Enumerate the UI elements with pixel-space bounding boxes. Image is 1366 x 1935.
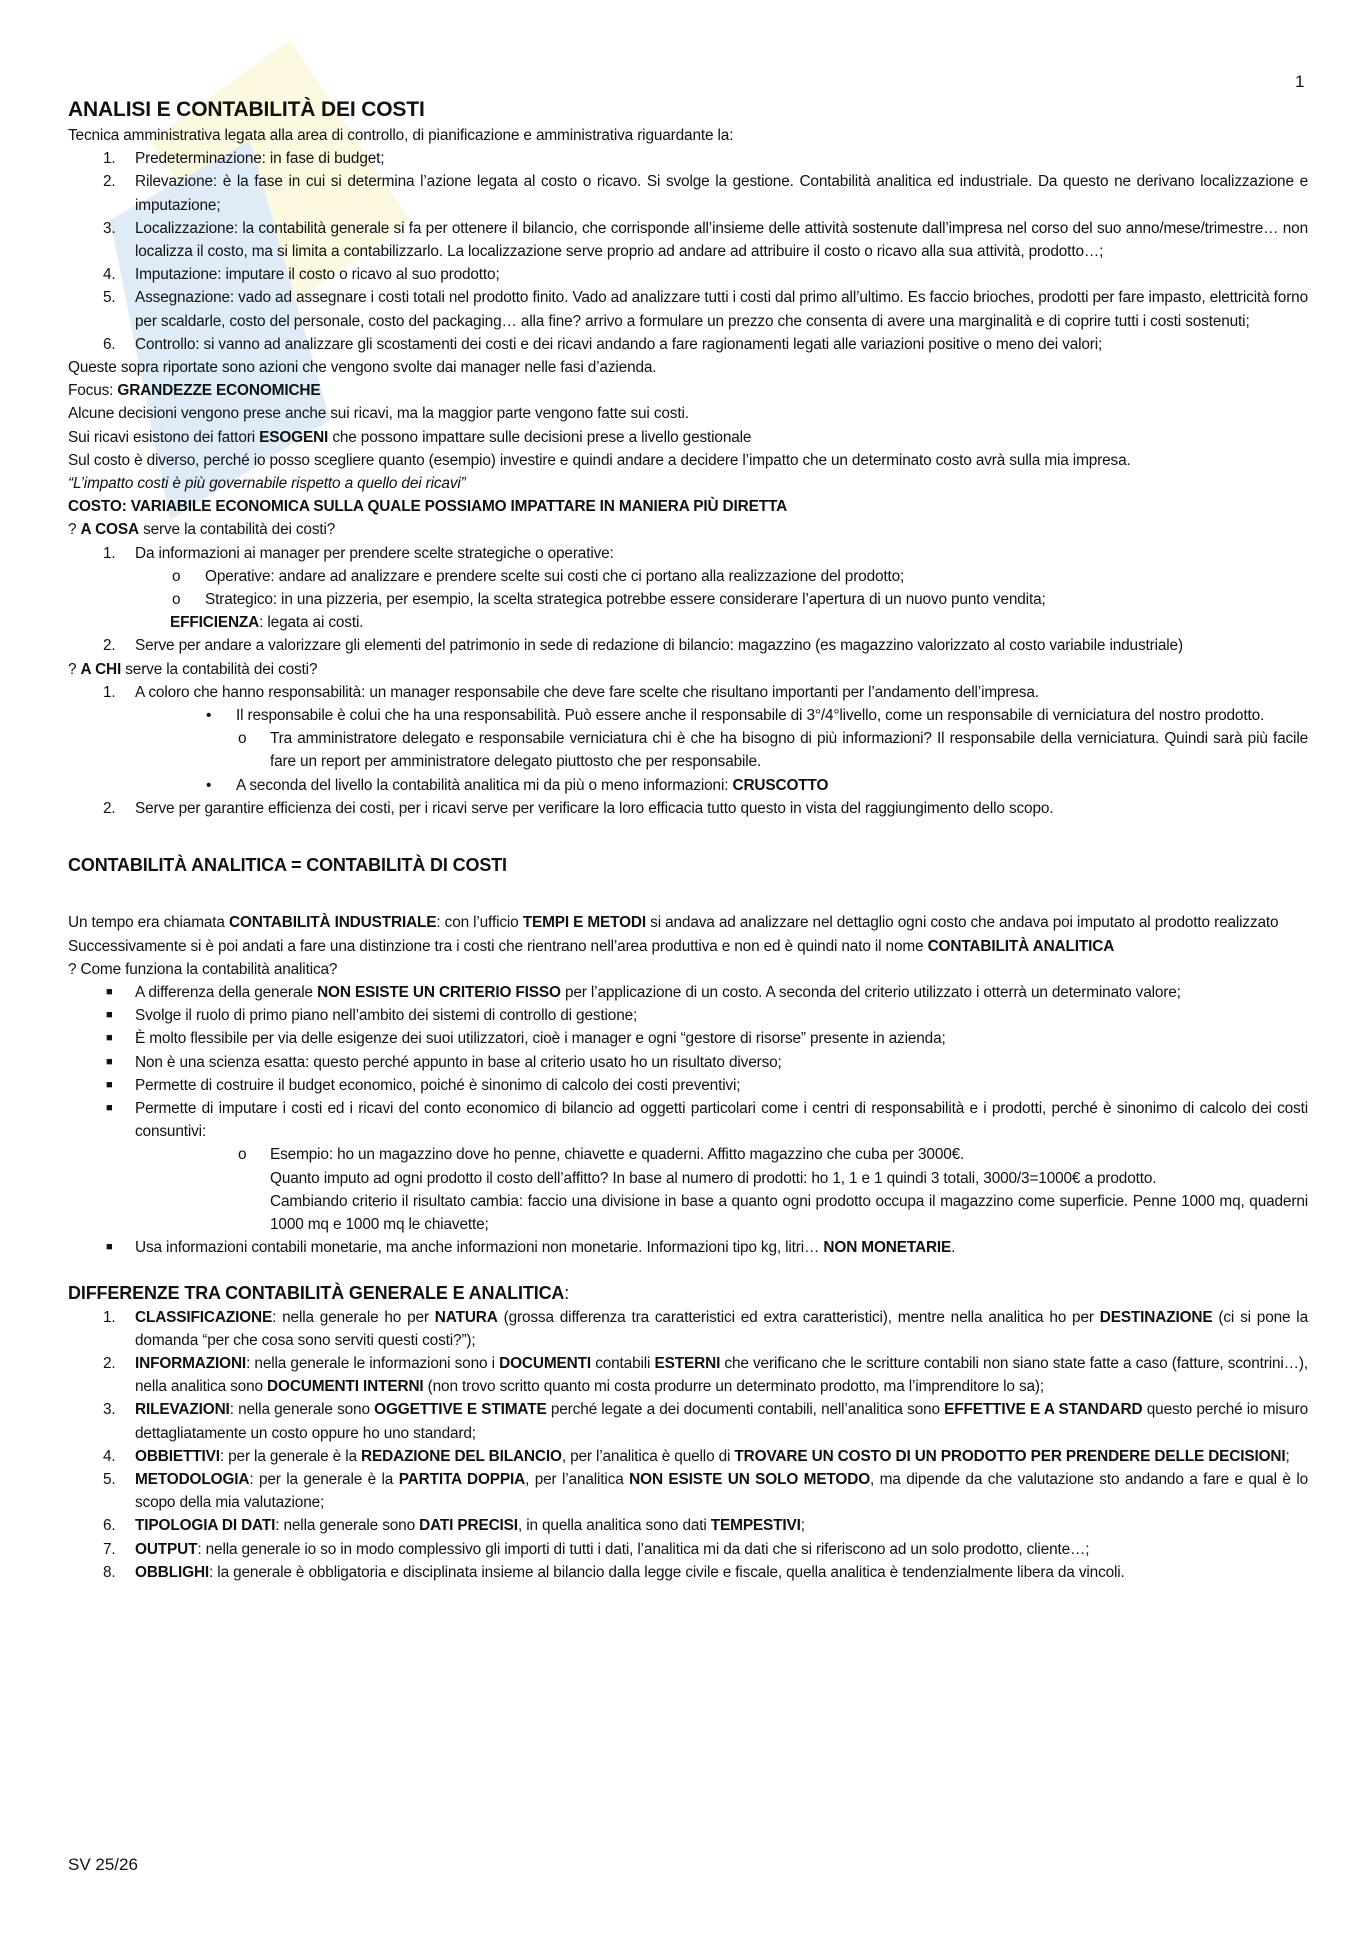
text-run: : nella generale sono <box>275 1517 420 1535</box>
text-run: serve la contabilità dei costi? <box>138 521 336 539</box>
list-marker: 3. <box>103 1401 116 1419</box>
list-marker: 1. <box>103 1308 116 1326</box>
paragraph <box>68 935 1308 958</box>
list-item <box>68 1468 1308 1514</box>
text-run: : nella generale sono <box>229 1401 375 1419</box>
text-run: : legata ai costi. <box>259 614 364 632</box>
spacer <box>68 820 1308 854</box>
paragraph <box>68 402 1308 425</box>
list-item <box>68 170 1308 216</box>
paragraph <box>68 518 1308 541</box>
text-run: che possono impattare sulle decisioni prese a livello gestionale <box>328 428 752 446</box>
text-run: Rilevazione: è la fase in cui si determina l’azione legata al costo o ricavo. Si svolge la gestione. Contabilità analitica ed industriale. Da questo ne derivano localizzazione e imputazione; <box>135 173 1308 214</box>
text-run: , per l’analitica <box>525 1470 630 1488</box>
list-marker: 1. <box>103 544 116 562</box>
text-run: : con l’ufficio <box>436 914 523 932</box>
bold-text: OBBLIGHI <box>135 1563 210 1581</box>
text-run: A coloro che hanno responsabilità: un manager responsabile che deve fare scelte che risultano importanti per l’andamento dell’impresa. <box>135 683 1039 701</box>
text-run: ; <box>1285 1447 1290 1465</box>
list-marker: ■ <box>106 1241 113 1254</box>
text-run: ? <box>68 521 81 539</box>
section-heading <box>68 1282 1308 1305</box>
page-title <box>68 96 1308 124</box>
list-item <box>68 1004 1308 1027</box>
text-run: Focus: <box>68 382 118 400</box>
list-marker: 1. <box>103 683 116 701</box>
list-marker: ■ <box>106 1101 113 1114</box>
bold-text: DOCUMENTI <box>499 1354 591 1372</box>
bold-text: NON MONETARIE <box>823 1239 952 1257</box>
list-item <box>68 542 1308 565</box>
bold-text: INFORMAZIONI <box>135 1354 247 1372</box>
text-run: ? Come funziona la contabilità analitica? <box>68 960 338 978</box>
text-run: A seconda del livello la contabilità analitica mi da più o meno informazioni: <box>236 776 733 794</box>
text-run: Strategico: in una pizzeria, per esempio, la scelta strategica potrebbe essere considerare l’apertura di un nuovo punto vendita; <box>205 591 1046 609</box>
bold-text: EFFICIENZA <box>170 614 260 632</box>
list-marker: 4. <box>103 266 116 284</box>
text-run: : <box>564 1283 570 1304</box>
text-run: . <box>951 1239 956 1257</box>
list-item <box>68 1236 1308 1259</box>
page-number: 1 <box>1295 72 1305 91</box>
paragraph <box>68 426 1308 449</box>
paragraph <box>68 1167 1308 1190</box>
text-run: ANALISI E CONTABILITÀ DEI COSTI <box>68 98 425 121</box>
text-run: : la generale è obbligatoria e disciplinata insieme al bilancio dalla legge civile e fiscale, quella analitica è tendenzialmente libera da vincoli. <box>209 1563 1125 1581</box>
spacer <box>68 877 1308 911</box>
list-item <box>68 263 1308 286</box>
text-run: , ma dipende da che valutazione sto andando a fare e qual è lo scopo della mia valutazione; <box>135 1470 1308 1512</box>
text-run: Svolge il ruolo di primo piano nell’ambito dei sistemi di controllo di gestione; <box>135 1007 638 1025</box>
list-item <box>68 217 1308 263</box>
list-marker: • <box>206 707 212 725</box>
list-marker: 4. <box>103 1447 116 1465</box>
text-run: Serve per andare a valorizzare gli elementi del patrimonio in sede di redazione di bilancio: magazzino (es magazzino valorizzato al costo variabile industriale) <box>135 637 1183 655</box>
list-item <box>68 1097 1308 1143</box>
text-run: : per la generale è la <box>249 1470 399 1488</box>
list-item <box>68 1445 1308 1468</box>
list-marker: 2. <box>103 799 116 817</box>
list-marker: o <box>238 1146 247 1164</box>
bold-text: OBBIETTIVI <box>135 1447 220 1465</box>
list-marker: 3. <box>103 219 116 237</box>
text-run: , per l’analitica è quello di <box>561 1447 735 1465</box>
text-run: ? <box>68 660 81 678</box>
list-item <box>68 1352 1308 1398</box>
text-run: questo perché io misuro dettagliatamente un costo oppure ho uno standard; <box>135 1401 1309 1442</box>
list-marker: 2. <box>103 173 116 191</box>
list-item <box>68 1561 1308 1584</box>
list-item <box>68 1514 1308 1537</box>
text-run: contabili <box>590 1354 655 1372</box>
text-run: Imputazione: imputare il costo o ricavo al suo prodotto; <box>135 266 500 284</box>
text-run: : nella generale ho per <box>272 1308 435 1326</box>
list-item <box>68 588 1308 611</box>
text-run: per l’applicazione di un costo. A seconda del criterio utilizzato i otterrà un determinato valore; <box>560 983 1181 1001</box>
text-run: Sui ricavi esistono dei fattori <box>68 428 260 446</box>
list-item <box>68 147 1308 170</box>
list-item <box>68 1051 1308 1074</box>
list-item <box>68 981 1308 1004</box>
bold-text: A CHI <box>80 660 122 678</box>
bold-text: PARTITA DOPPIA <box>398 1470 526 1488</box>
bold-text: ESTERNI <box>654 1354 721 1372</box>
bold-text: TEMPESTIVI <box>710 1517 801 1535</box>
text-run: Tra amministratore delegato e responsabile verniciatura chi è che ha bisogno di più informazioni? Il responsabile della verniciatura. Quindi sarà più facile fare un report per amministratore delegato piuttosto che per responsabile. <box>270 730 1308 771</box>
paragraph <box>68 472 1308 495</box>
bold-text: CONTABILITÀ INDUSTRIALE <box>228 914 437 932</box>
list-item <box>68 1074 1308 1097</box>
text-run: Predeterminazione: in fase di budget; <box>135 150 385 168</box>
text-run: Cambiando criterio il risultato cambia: faccio una divisione in base a quanto ogni prodotto occupa il magazzino come superficie. Penne 1000 mq, quaderni 1000 mq e 1000 mq le chiavette; <box>270 1192 1308 1233</box>
list-item <box>68 727 1308 773</box>
list-marker: o <box>172 567 181 585</box>
list-marker: 6. <box>103 1517 116 1535</box>
bold-text: RILEVAZIONI <box>135 1401 230 1419</box>
bold-text: OUTPUT <box>135 1540 198 1558</box>
text-run: Localizzazione: la contabilità generale si fa per ottenere il bilancio, che corrisponde all’insieme delle attività sostenute dall’impresa nel corso del suo anno/mese/trimestre… non localizza il costo, ma si limita a contabilizzarlo. La localizzazione serve proprio ad andare ad attribuire il costo o ricavo alla sua attività, prodotto…; <box>135 219 1308 261</box>
text-run: Non è una scienza esatta: questo perché appunto in base al criterio usato ho un risultato diverso; <box>135 1053 782 1071</box>
bold-text: DESTINAZIONE <box>1099 1308 1213 1326</box>
list-item <box>68 797 1308 820</box>
text-run: : nella generale io so in modo complessivo gli importi di tutti i dati, l’analitica mi da dati che si riferiscono ad un solo prodotto, cliente…; <box>197 1540 1090 1558</box>
bold-text: REDAZIONE DEL BILANCIO <box>361 1447 562 1465</box>
text-run: perché legate a dei documenti contabili, nell’analitica sono <box>546 1401 945 1419</box>
list-marker: o <box>238 730 247 748</box>
list-marker: 8. <box>103 1563 116 1581</box>
bold-text: A COSA <box>80 521 139 539</box>
paragraph <box>68 611 1308 634</box>
paragraph <box>68 658 1308 681</box>
list-item <box>68 681 1308 704</box>
list-item <box>68 634 1308 657</box>
list-item <box>68 1143 1308 1166</box>
text-run: (non trovo scritto quanto mi costa produrre un determinato prodotto, ma l’imprenditore lo sa); <box>423 1378 1045 1396</box>
text-run: (grossa differenza tra caratteristici ed extra caratteristici), mentre nella analitica ho per <box>497 1308 1100 1326</box>
text-run: È molto flessibile per via delle esigenze dei suoi utilizzatori, cioè i manager e ogni “gestore di risorse” presente in azienda; <box>135 1030 946 1048</box>
list-marker: 1. <box>103 150 116 168</box>
text-run: Sul costo è diverso, perché io posso scegliere quanto (esempio) investire e quindi andare a decidere l’impatto che un determinato costo avrà sulla mia impresa. <box>68 451 1131 469</box>
bold-text: CLASSIFICAZIONE <box>135 1308 273 1326</box>
text-run: Operative: andare ad analizzare e prendere scelte sui costi che ci portano alla realizzazione del prodotto; <box>205 567 905 585</box>
text-run: Permette di costruire il budget economico, poiché è sinonimo di calcolo dei costi preventivi; <box>135 1076 741 1094</box>
text-run: (ci si pone la domanda “per che cosa sono serviti questi costi?”); <box>135 1308 1308 1349</box>
page-footer: SV 25/26 <box>68 1855 138 1874</box>
italic-text: “L’impatto costi è più governabile rispetto a quello dei ricavi” <box>68 475 466 493</box>
list-item <box>68 333 1308 356</box>
bold-text: COSTO: VARIABILE ECONOMICA SULLA QUALE POSSIAMO IMPATTARE IN MANIERA PIÙ DIRETTA <box>68 498 788 516</box>
text-run: Controllo: si vanno ad analizzare gli scostamenti dei costi e dei ricavi andando a fare ragionamenti legati alle variazioni positive o meno dei valori; <box>135 335 1103 353</box>
list-marker: ■ <box>106 985 113 998</box>
text-run: DIFFERENZE TRA CONTABILITÀ GENERALE E ANALITICA <box>68 1283 565 1304</box>
text-run: Esempio: ho un magazzino dove ho penne, chiavette e quaderni. Affitto magazzino che cuba per 3000€. <box>270 1146 965 1164</box>
text-run: Permette di imputare i costi ed i ricavi del conto economico di bilancio ad oggetti particolari come i centri di responsabilità e i prodotti, perché è sinonimo di calcolo dei costi consuntivi: <box>135 1099 1308 1141</box>
bold-text: NATURA <box>434 1308 498 1326</box>
list-marker: 7. <box>103 1540 116 1558</box>
list-marker: ■ <box>106 1055 113 1068</box>
bold-text: EFFETTIVE E A STANDARD <box>944 1401 1143 1419</box>
text-run: Un tempo era chiamata <box>68 914 229 932</box>
section-heading <box>68 854 1308 877</box>
list-item <box>68 1538 1308 1561</box>
text-run: : per la generale è la <box>219 1447 362 1465</box>
text-run: Successivamente si è poi andati a fare una distinzione tra i costi che rientrano nell’area produttiva e non ed è quindi nato il nome <box>68 937 928 955</box>
paragraph <box>68 124 1308 147</box>
list-marker: 5. <box>103 289 116 307</box>
text-run: , in quella analitica sono dati <box>517 1517 711 1535</box>
text-run: Tecnica amministrativa legata alla area di controllo, di pianificazione e amministrativa riguardante la: <box>68 127 734 144</box>
list-marker: ■ <box>106 1078 113 1091</box>
list-item <box>68 1306 1308 1352</box>
list-marker: 2. <box>103 637 116 655</box>
text-run: Usa informazioni contabili monetarie, ma anche informazioni non monetarie. Informazioni tipo kg, litri… <box>135 1239 824 1257</box>
text-run: : nella generale le informazioni sono i <box>246 1354 500 1372</box>
spacer <box>68 1259 1308 1282</box>
list-item <box>68 1027 1308 1050</box>
text-run: Assegnazione: vado ad assegnare i costi totali nel prodotto finito. Vado ad analizzare tutti i costi dal primo all’ultimo. Es faccio brioches, prodotti per fare impasto, elettricità forno per scaldarle, costo del personale, costo del packaging… alla fine? arrivo a formulare un prezzo che consenta di avere una marginalità e di coprire tutti i costi sostenuti; <box>135 289 1308 330</box>
bold-text: TROVARE UN COSTO DI UN PRODOTTO PER PRENDERE DELLE DECISIONI <box>734 1447 1286 1465</box>
bold-text: NON ESISTE UN SOLO METODO <box>629 1470 871 1488</box>
paragraph <box>68 356 1308 379</box>
bold-text: OGGETTIVE E STIMATE <box>374 1401 547 1419</box>
paragraph <box>68 379 1308 402</box>
text-run: Serve per garantire efficienza dei costi, per i ricavi serve per verificare la loro efficacia tutto questo in vista del raggiungimento dello scopo. <box>135 799 1054 817</box>
list-item <box>68 774 1308 797</box>
bold-text: GRANDEZZE ECONOMICHE <box>117 382 321 400</box>
text-run: serve la contabilità dei costi? <box>121 660 318 678</box>
bold-text: CRUSCOTTO <box>732 776 829 794</box>
text-run: Alcune decisioni vengono prese anche sui ricavi, ma la maggior parte vengono fatte sui costi. <box>68 405 689 423</box>
text-run: Il responsabile è colui che ha una responsabilità. Può essere anche il responsabile di 3°/4°livello, come un responsabile di verniciatura del nostro prodotto. <box>236 707 1265 725</box>
bold-text: ESOGENI <box>259 428 329 446</box>
list-marker: o <box>172 591 181 609</box>
bold-text: TEMPI E METODI <box>522 914 647 932</box>
bold-text: NON ESISTE UN CRITERIO FISSO <box>317 983 561 1001</box>
text-run: che verificano che le scritture contabili non siano state fatte a caso (fatture, scontrini…), nella analitica sono <box>135 1354 1309 1396</box>
list-item <box>68 704 1308 727</box>
paragraph <box>68 1190 1308 1236</box>
paragraph <box>68 958 1308 981</box>
text-run: CONTABILITÀ ANALITICA = CONTABILITÀ DI COSTI <box>68 855 507 876</box>
bold-text: DOCUMENTI INTERNI <box>267 1378 424 1396</box>
list-marker: 5. <box>103 1470 116 1488</box>
bold-text: DATI PRECISI <box>419 1517 518 1535</box>
paragraph <box>68 495 1308 518</box>
list-marker: • <box>206 776 212 794</box>
text-run: Da informazioni ai manager per prendere scelte strategiche o operative: <box>135 544 614 562</box>
text-run: A differenza della generale <box>135 983 318 1001</box>
list-item <box>68 565 1308 588</box>
text-run: si andava ad analizzare nel dettaglio ogni costo che andava poi imputato al prodotto realizzato <box>646 914 1279 932</box>
list-marker: ■ <box>106 1032 113 1045</box>
paragraph <box>68 449 1308 472</box>
text-run: Queste sopra riportate sono azioni che vengono svolte dai manager nelle fasi d’azienda. <box>68 359 657 377</box>
document-body <box>68 96 1308 1584</box>
bold-text: CONTABILITÀ ANALITICA <box>927 937 1115 955</box>
list-item <box>68 286 1308 332</box>
bold-text: METODOLOGIA <box>135 1470 250 1488</box>
list-marker: 6. <box>103 335 116 353</box>
paragraph <box>68 911 1308 934</box>
bold-text: TIPOLOGIA DI DATI <box>135 1517 276 1535</box>
list-item <box>68 1398 1308 1444</box>
text-run: ; <box>800 1517 805 1535</box>
list-marker: 2. <box>103 1354 116 1372</box>
list-marker: ■ <box>106 1009 113 1022</box>
text-run: Quanto imputo ad ogni prodotto il costo dell’affitto? In base al numero di prodotti: ho 1, 1 e 1 quindi 3 totali, 3000/3=1000€ a prodotto. <box>270 1169 1157 1187</box>
